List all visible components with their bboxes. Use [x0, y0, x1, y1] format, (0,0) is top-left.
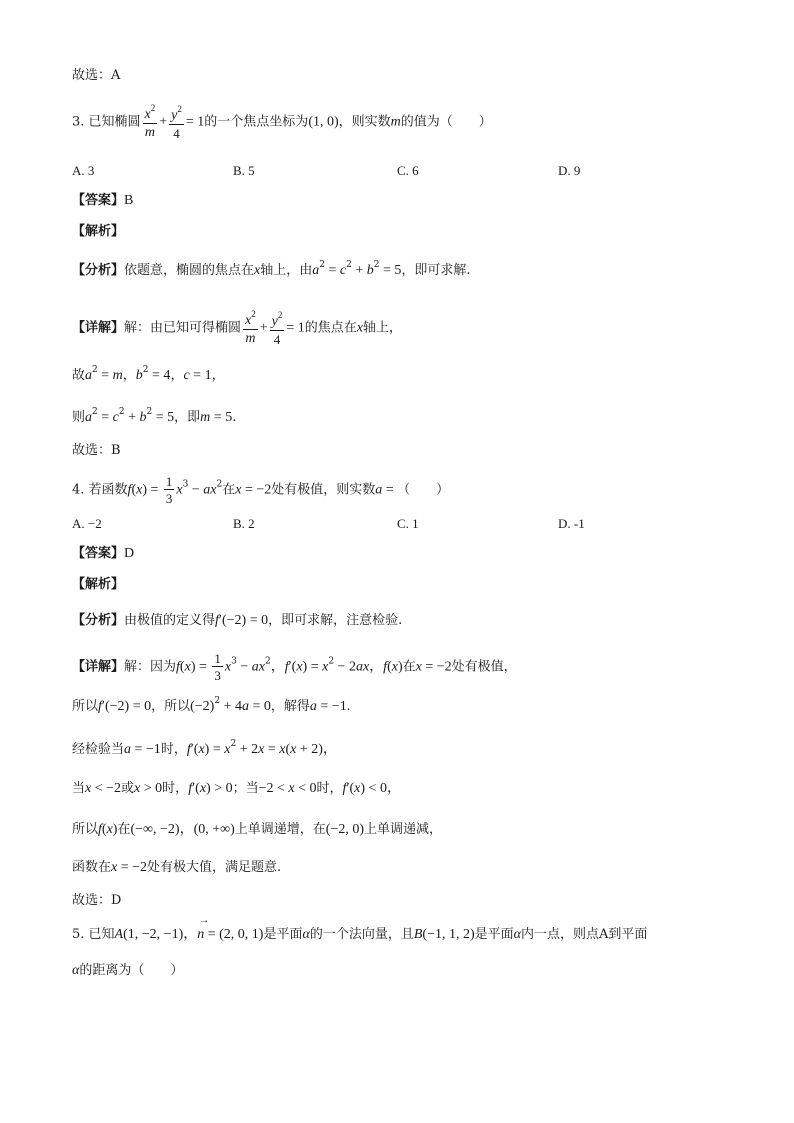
q3-detail-step-1: 故$a^2 = m$，$b^2 = 4$，c = 1，	[72, 365, 225, 383]
question-3: 3. 已知椭圆 $\frac{x^2}{m}$ + $\frac{y^2}{4}$ = 1的一个焦点坐标为(1, 0)，则实数m的值为（ ）	[72, 103, 492, 141]
q3-fenxi-line: 【分析】依题意，椭圆的焦点在x轴上，由$a^2 = c^2 + b^2 = 5$，即可求解.	[72, 260, 471, 278]
q3-detail-line: 【详解】解：由已知可得椭圆 $\frac{x^2}{m}$ + $\frac{y^2}{4}$ = 1的焦点在x轴上，	[72, 309, 403, 347]
q4-detail-step-1: 所以f′(−2) = 0，所以$(-2)^2 + 4a = 0$，解得a = −1.	[72, 696, 351, 714]
question-5: 5. 已知A(1, −2, −1)，n → = (2, 0, 1)是平面α的一个法向量，且B(−1, 1, 2)是平面α内一点，则点A到平面	[72, 915, 648, 942]
q4-option-b: B. 2	[233, 516, 255, 531]
q3-analysis-heading: 【解析】	[72, 224, 125, 239]
q3-option-c: C. 6	[397, 163, 419, 178]
q3-choose-line: 故选：B	[72, 443, 121, 458]
q4-option-d: D. -1	[558, 516, 585, 531]
q4-analysis-heading: 【解析】	[72, 577, 125, 592]
q4-option-c: C. 1	[397, 516, 419, 531]
q3-detail-step-2: 则$a^2 = c^2 + b^2 = 5$，即m = 5.	[72, 407, 237, 425]
q3-answer-line: 【答案】B	[72, 193, 134, 208]
q4-detail-step-4: 所以f(x)在(−∞, −2)，(0, +∞)上单调递增，在(−2, 0)上单调递减，	[72, 822, 443, 837]
q4-detail-step-5: 函数在x = −2处有极大值，满足题意.	[72, 860, 282, 875]
prev-answer-line: 故选：A	[72, 68, 121, 83]
q4-detail-step-2: 经检验当a = −1时，$f'(x) = x^2 + 2x = x(x + 2)$，	[72, 739, 337, 757]
q4-choose-line: 故选：D	[72, 893, 122, 908]
q5-line-2: α的距离为（ ）	[72, 963, 184, 978]
q3-option-b: B. 5	[233, 163, 255, 178]
q3-option-d: D. 9	[558, 163, 581, 178]
q4-fenxi-line: 【分析】由极值的定义得f′(−2) = 0，即可求解，注意检验.	[72, 613, 403, 628]
q4-detail-step-3: 当x < −2或x > 0时，f′(x) > 0；当−2 < x < 0时，f′(x) < 0，	[72, 781, 401, 796]
q4-detail-line: 【详解】解：因为f(x) = $\frac{1}{3}$ $x^3 - ax^2$，$f'(x) = x^2 - 2ax$，f(x)在x = −2处有极值，	[72, 651, 517, 683]
question-4: 4. 若函数f(x) = $\frac{1}{3}$ $x^3 - ax^2$在x = −2处有极值，则实数a = （ ）	[72, 474, 450, 506]
q4-option-a: A. −2	[72, 516, 102, 531]
q4-answer-line: 【答案】D	[72, 546, 135, 561]
q3-option-a: A. 3	[72, 163, 95, 178]
